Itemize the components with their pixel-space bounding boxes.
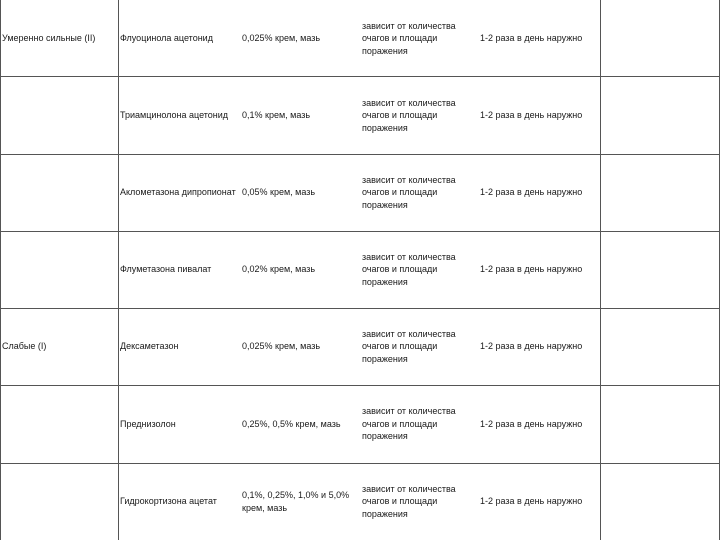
potency-class-cell: [0, 385, 118, 463]
column-divider: [600, 0, 601, 540]
dose-cell: зависит от количества очагов и площади поражения: [362, 483, 456, 519]
drug-name-cell: Триамцинолона ацетонид: [120, 110, 229, 121]
frequency-cell: 1-2 раза в день наружно: [480, 187, 583, 198]
potency-class-cell: Умеренно сильные (II): [2, 33, 96, 44]
potency-class-cell: [0, 77, 118, 154]
dose-cell: зависит от количества очагов и площади поражения: [362, 20, 456, 56]
frequency-cell: 1-2 раза в день наружно: [480, 264, 583, 275]
drug-name-cell: Аклометазона дипропионат: [120, 187, 236, 198]
potency-class-cell: [0, 231, 118, 308]
dose-cell: зависит от количества очагов и площади поражения: [362, 406, 456, 442]
frequency-cell: 1-2 раза в день наружно: [480, 418, 583, 429]
drug-name-cell: Гидрокортизона ацетат: [120, 496, 217, 507]
drug-name-cell: Флуоцинола ацетонид: [120, 33, 213, 44]
potency-class-cell: [0, 154, 118, 231]
drug-name-cell: Дексаметазон: [120, 341, 179, 352]
drug-name-cell: Флуметазона пивалат: [120, 264, 212, 275]
dosage-form-cell: 0,02% крем, мазь: [242, 264, 316, 275]
potency-class-cell: [0, 463, 118, 540]
potency-class-cell: Слабые (I): [2, 341, 47, 352]
dose-cell: зависит от количества очагов и площади поражения: [362, 97, 456, 133]
dose-cell: зависит от количества очагов и площади поражения: [362, 174, 456, 210]
frequency-cell: 1-2 раза в день наружно: [480, 496, 583, 507]
dosage-form-cell: 0,05% крем, мазь: [242, 187, 316, 198]
dose-cell: зависит от количества очагов и площади поражения: [362, 328, 456, 364]
drug-name-cell: Преднизолон: [120, 418, 176, 429]
dosage-form-cell: 0,1% крем, мазь: [242, 110, 311, 121]
frequency-cell: 1-2 раза в день наружно: [480, 110, 583, 121]
frequency-cell: 1-2 раза в день наружно: [480, 341, 583, 352]
dosage-form-cell: 0,25%, 0,5% крем, мазь: [242, 418, 341, 429]
dosage-form-cell: 0,025% крем, мазь: [242, 341, 321, 352]
dose-cell: зависит от количества очагов и площади поражения: [362, 251, 456, 287]
dosage-form-cell: 0,1%, 0,25%, 1,0% и 5,0% крем, мазь: [242, 490, 350, 513]
frequency-cell: 1-2 раза в день наружно: [480, 33, 583, 44]
dosage-form-cell: 0,025% крем, мазь: [242, 33, 321, 44]
